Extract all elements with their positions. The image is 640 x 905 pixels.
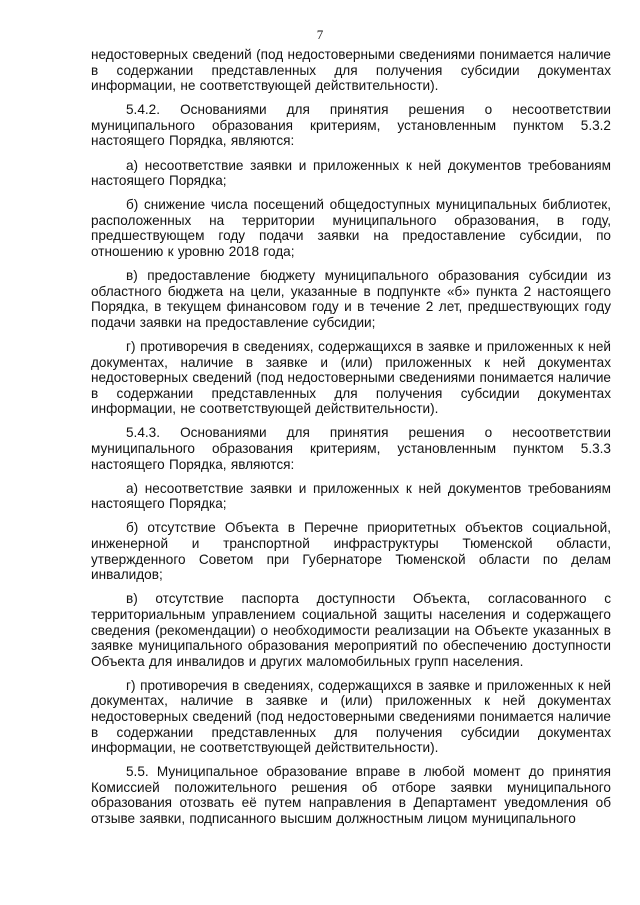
paragraph-5-4-3-g: г) противоречия в сведениях, содержащихся в заявке и приложенных к ней документах, наличие в заявке и (или) приложенных к ней документах недостоверных сведений (под недостоверными сведениями понимается наличие в содержании представленных для получения субсидии документах информации, не соответствующей действительности). bbox=[91, 677, 611, 756]
paragraph-5-4-3: 5.4.3. Основаниями для принятия решения о несоответствии муниципального образования критериям, установленным пунктом 5.3.3 настоящего Порядка, являются: bbox=[91, 425, 611, 472]
paragraph-continuation: недостоверных сведений (под недостоверными сведениями понимается наличие в содержании представленных для получения субсидии документах информации, не соответствующей действительности). bbox=[91, 47, 611, 94]
paragraph-5-4-3-v: в) отсутствие паспорта доступности Объекта, согласованного с территориальным управлением социальной защиты населения и содержащего сведения (рекомендации) о необходимости реализации на Объекте указанных в заявке муниципального образования мероприятий по обеспечению доступности Объекта для инвалидов и других маломобильных групп населения. bbox=[91, 591, 611, 669]
paragraph-5-4-2-a: а) несоответствие заявки и приложенных к ней документов требованиям настоящего Порядка; bbox=[91, 157, 611, 189]
paragraph-5-4-3-b: б) отсутствие Объекта в Перечне приоритетных объектов социальной, инженерной и транспортной инфраструктуры Тюменской области, утвержденного Советом при Губернаторе Тюменской области по делам инвалидов; bbox=[91, 520, 611, 583]
paragraph-5-4-2-v: в) предоставление бюджету муниципального образования субсидии из областного бюджета на цели, указанные в подпункте «б» пункта 2 настоящего Порядка, в текущем финансовом году и в течение 2 лет, предшествующих году подачи заявки на предоставление субсидии; bbox=[91, 268, 611, 330]
paragraph-5-5: 5.5. Муниципальное образование вправе в любой момент до принятия Комиссией положительного решения об отборе заявки муниципального образования отозвать её путем направления в Департамент уведомления об отзыве заявки, подписанного высшим должностным лицом муниципального bbox=[91, 764, 611, 827]
paragraph-5-4-2: 5.4.2. Основаниями для принятия решения о несоответствии муниципального образования критериям, установленным пунктом 5.3.2 настоящего Порядка, являются: bbox=[91, 102, 611, 149]
paragraph-5-4-2-g: г) противоречия в сведениях, содержащихся в заявке и приложенных к ней документах, наличие в заявке и (или) приложенных к ней документах недостоверных сведений (под недостоверными сведениями понимается наличие в содержании представленных для получения субсидии документах информации, не соответствующей действительности). bbox=[91, 339, 611, 417]
page-number: 7 bbox=[316, 27, 324, 42]
paragraph-5-4-3-a: а) несоответствие заявки и приложенных к ней документов требованиям настоящего Порядка; bbox=[91, 480, 611, 512]
paragraph-5-4-2-b: б) снижение числа посещений общедоступных муниципальных библиотек, расположенных на территории муниципального образования, в году, предшествующем году подачи заявки на предоставление субсидии, по отношению к уровню 2018 года; bbox=[91, 197, 611, 260]
document-body bbox=[91, 47, 611, 835]
